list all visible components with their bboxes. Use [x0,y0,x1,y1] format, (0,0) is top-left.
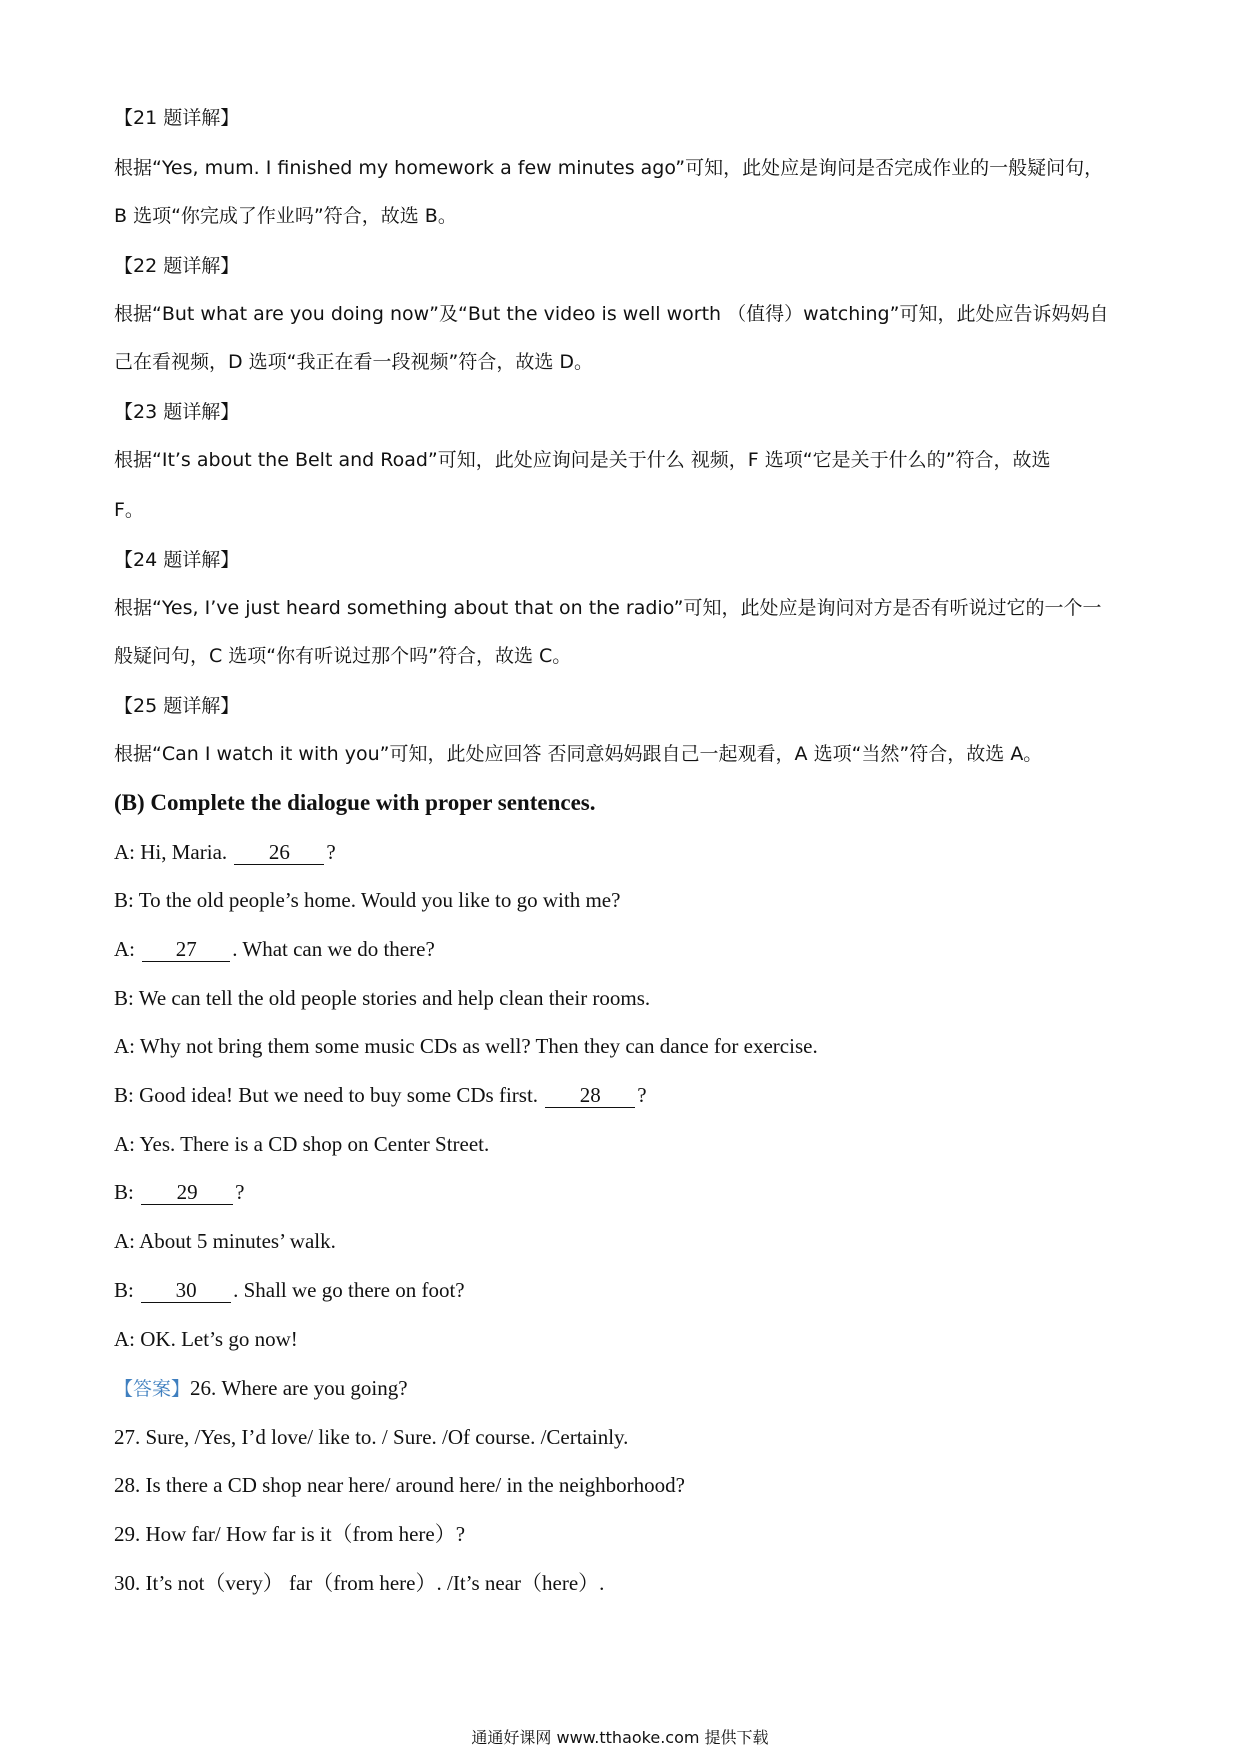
answer-blank-27: 27 [142,937,230,962]
explanation-heading-25: 【25 题详解】 [114,695,240,717]
dialogue-line-9: A: About 5 minutes’ walk. [114,1229,336,1253]
dialogue-text: ? [326,840,336,864]
explanation-heading-24: 【24 题详解】 [114,549,240,571]
dialogue-line-5: A: Why not bring them some music CDs as well? Then they can dance for exercise. [114,1034,818,1058]
answer-line-27: 27. Sure, /Yes, I’d love/ like to. / Sure. /Of course. /Certainly. [114,1425,629,1449]
answer-blank-29: 29 [141,1180,233,1205]
page-footer: 通通好课网 www.tthaoke.com 提供下载 [471,1728,769,1747]
dialogue-text: B: Good idea! But we need to buy some CDs first. [114,1083,539,1107]
dialogue-text: . Shall we go there on foot? [233,1278,465,1302]
explanation-text-25-line1: 根据“Can I watch it with you”可知，此处应回答 否同意妈妈跟自己一起观看，A 选项“当然”符合，故选 A。 [114,743,1043,765]
answer-blank-30: 30 [141,1278,231,1303]
dialogue-line-3 [114,934,435,964]
dialogue-line-2: B: To the old people’s home. Would you like to go with me? [114,888,621,912]
dialogue-line-11: A: OK. Let’s go now! [114,1327,298,1351]
explanation-text-23-line2: F。 [114,499,144,521]
explanation-text-21-line1: 根据“Yes, mum. I finished my homework a few minutes ago”可知，此处应是询问是否完成作业的一般疑问句， [114,157,1104,179]
dialogue-line-7: A: Yes. There is a CD shop on Center Street. [114,1132,490,1156]
dialogue-text: . What can we do there? [232,937,435,961]
answer-line-28: 28. Is there a CD shop near here/ around here/ in the neighborhood? [114,1473,685,1497]
answer-line-30: 30. It’s not（very） far（from here）. /It’s near（here）. [114,1571,605,1595]
explanation-text-24-line2: 般疑问句，C 选项“你有听说过那个吗”符合，故选 C。 [114,645,572,667]
answer-blank-28: 28 [545,1083,635,1108]
explanation-heading-23: 【23 题详解】 [114,401,240,423]
dialogue-line-1 [114,837,336,867]
dialogue-text: A: Hi, Maria. [114,840,228,864]
explanation-text-23-line1: 根据“It’s about the Belt and Road”可知，此处应询问是关于什么 视频，F 选项“它是关于什么的”符合，故选 [114,449,1051,471]
dialogue-text: A: [114,937,135,961]
section-b-title: (B) Complete the dialogue with proper sentences. [114,790,596,815]
dialogue-text: B: [114,1180,134,1204]
dialogue-text: B: [114,1278,134,1302]
explanation-text-24-line1: 根据“Yes, I’ve just heard something about that on the radio”可知，此处应是询问对方是否有听说过它的一个一 [114,597,1102,619]
answer-label: 【答案】 [114,1378,191,1400]
explanation-heading-22: 【22 题详解】 [114,255,240,277]
dialogue-text: ? [637,1083,647,1107]
answer-line-26 [114,1373,408,1404]
answer-text-26: 26. Where are you going? [190,1376,408,1400]
explanation-heading-21: 【21 题详解】 [114,107,240,129]
dialogue-text: ? [235,1180,245,1204]
dialogue-line-4: B: We can tell the old people stories and help clean their rooms. [114,986,651,1010]
dialogue-line-8 [114,1177,244,1207]
explanation-text-22-line1: 根据“But what are you doing now”及“But the video is well worth （值得）watching”可知，此处应告诉妈妈自 [114,303,1109,325]
answer-line-29: 29. How far/ How far is it（from here）? [114,1522,466,1546]
dialogue-line-10 [114,1275,465,1305]
explanation-text-22-line2: 己在看视频，D 选项“我正在看一段视频”符合，故选 D。 [114,351,594,373]
dialogue-line-6 [114,1080,647,1110]
explanation-text-21-line2: B 选项“你完成了作业吗”符合，故选 B。 [114,205,457,227]
answer-blank-26: 26 [234,840,324,865]
